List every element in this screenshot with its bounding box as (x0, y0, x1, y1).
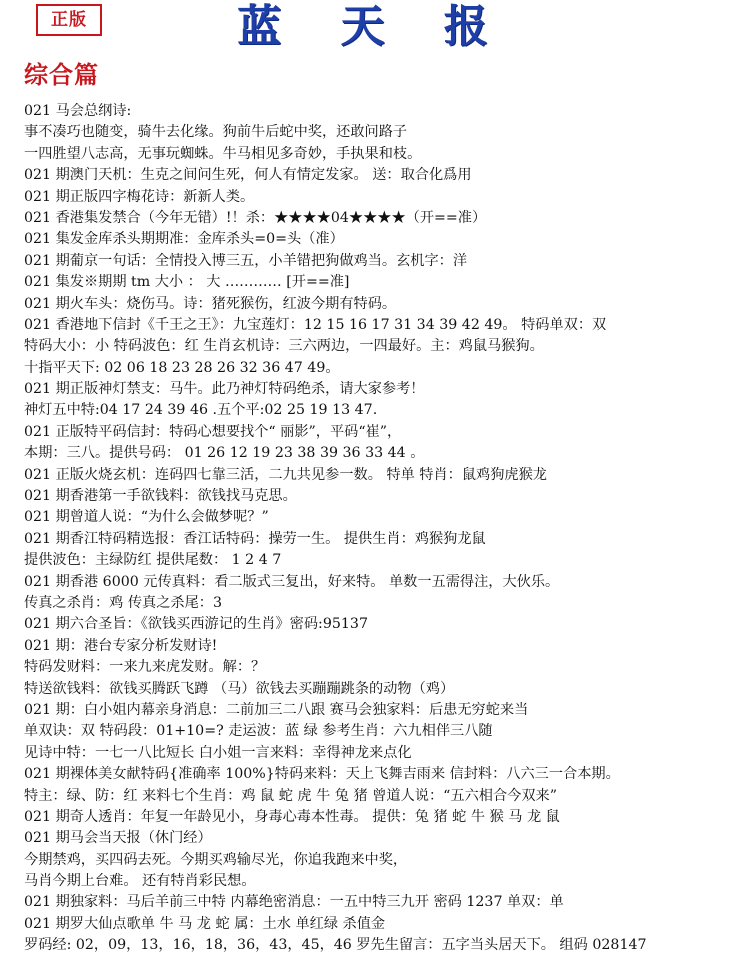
text-line: 021 香港地下信封《千王之王》：九宝莲灯：12 15 16 17 31 34 39 42 49。 特码单双：双 (24, 316, 607, 333)
text-line: 一四胜望八志高，无事玩蜘蛛。牛马相见多奇妙，手执果和枝。 (24, 145, 422, 162)
text-line: 021 期马会当天报（休门经） (24, 830, 212, 847)
text-line: 事不凑巧也随变，骑牛去化缘。狗前牛后蛇中奖，还敢问路子 (24, 124, 408, 141)
text-line: 021 期：港台专家分析发财诗! (24, 637, 218, 654)
text-line: 021 集发金库杀头期期准：金库杀头=0=头（准） (24, 231, 344, 248)
text-line: 特码大小：小 特码波色：红 生肖玄机诗：三六两边，一四最好。主：鸡鼠马猴狗。 (24, 338, 544, 355)
text-line: 021 正版火烧玄机：连码四七靠三活，二九共见参一数。 特单 特肖：鼠鸡狗虎猴龙 (24, 466, 547, 483)
text-line: 021 期香港 6000 元传真料：看二版式三复出，好来特。 单数一五需得注，大伙乐。 (24, 573, 560, 590)
text-line: 特主：绿、防：红 来料七个生肖：鸡 鼠 蛇 虎 牛 兔 猪 曾道人说：“五六相合今双来” (24, 787, 557, 804)
text-line: 021 期香江特码精选报：香江话特码：操劳一生。 提供生肖：鸡猴狗龙鼠 (24, 530, 486, 547)
text-line: 021 香港集发禁合（今年无错）!！杀：★★★★04★★★★（开==准） (24, 209, 487, 226)
text-line: 021 期澳门天机：生克之间问生死，何人有情定发家。 送：取合化爲用 (24, 167, 472, 184)
section-heading: 综合篇 (24, 60, 99, 89)
text-line: 021 期曾道人说：“为什么会做梦呢？” (24, 509, 269, 526)
text-line: 021 马会总纲诗: (24, 103, 132, 119)
newspaper-title: 蓝 天 报 (237, 1, 510, 52)
text-line: 提供波色：主绿防红 提供尾数： 1 2 4 7 (24, 552, 282, 569)
text-line: 021 期葡京一句话：全情投入博三五，小羊错把狗做鸡当。玄机字：洋 (24, 252, 468, 269)
text-line: 021 集发※期期 tm 大小 ： 大 ………… [开==准] (24, 274, 350, 291)
text-line: 021 期独家料：马后羊前三中特 内幕绝密消息：一五中特三九开 密码 1237 单双：单 (24, 894, 564, 911)
text-line: 单双诀：双 特码段：01+10=? 走运波：蓝 绿 参考生肖：六九相伴三八随 (24, 723, 493, 740)
text-line: 传真之杀肖：鸡 传真之杀尾：3 (24, 594, 222, 611)
text-line: 十指平天下: 02 06 18 23 28 26 32 36 47 49。 (24, 359, 340, 376)
genuine-stamp: 正版 (36, 4, 102, 36)
text-line: 021 期罗大仙点歌单 牛 马 龙 蛇 属：土水 单红绿 杀值金 (24, 915, 386, 932)
text-line: 特码发财料：一来九来虎发财。解：？ (24, 659, 266, 676)
text-line: 021 期奇人透肖：年复一年龄见小，身毒心毒本性毒。 提供：兔 猪 蛇 牛 猴 马 龙 鼠 (24, 808, 560, 825)
text-line: 021 期香港第一手欲钱料：欲钱找马克思。 (24, 488, 297, 505)
text-line: 021 期正版四字梅花诗：新新人类。 (24, 188, 255, 205)
text-line: 021 正版特平码信封：特码心想要找个“ 丽影”，平码“崔”， (24, 423, 402, 440)
text-line: 021 期裸体美女献特码{准确率 100%}特码来料：天上飞舞吉雨来 信封料：八六三一合本期。 (24, 766, 620, 783)
content-body (24, 101, 740, 957)
text-line: 神灯五中特:04 17 24 39 46 .五个平:02 25 19 13 47. (24, 402, 378, 419)
text-line: 021 期六合圣旨：《欲钱买西游记的生肖》密码:95137 (24, 616, 368, 633)
text-line: 021 期：白小姐内幕亲身消息：二前加三二八跟 赛马会独家料：后患无穷蛇来当 (24, 701, 529, 718)
text-line: 罗码经: 02，09，13，16，18，36，43，45，46 罗先生留言：五字当头居天下。 组码 028147 (24, 937, 647, 954)
text-line: 021 期正版神灯禁支：马牛。此乃神灯特码绝杀，请大家参考！ (24, 381, 425, 398)
text-line: 021 期火车头：烧伤马。诗：猪死猴伤，红波今期有特码。 (24, 295, 397, 312)
text-line: 今期禁鸡，买四码去死。今期买鸡输尽光，你追我跑来中奖， (24, 851, 408, 868)
text-line: 本期：三八。提供号码： 01 26 12 19 23 38 39 36 33 44 。 (24, 445, 425, 462)
text-line: 特送欲钱料：欲钱买腾跃飞蹲 （马）欲钱去买蹦蹦跳条的动物（鸡） (24, 680, 455, 697)
text-line: 马肖今期上台难。 还有特肖彩民想。 (24, 873, 256, 890)
text-line: 见诗中特：一七一八比短长 白小姐一言来料：幸得神龙来点化 (24, 744, 412, 761)
